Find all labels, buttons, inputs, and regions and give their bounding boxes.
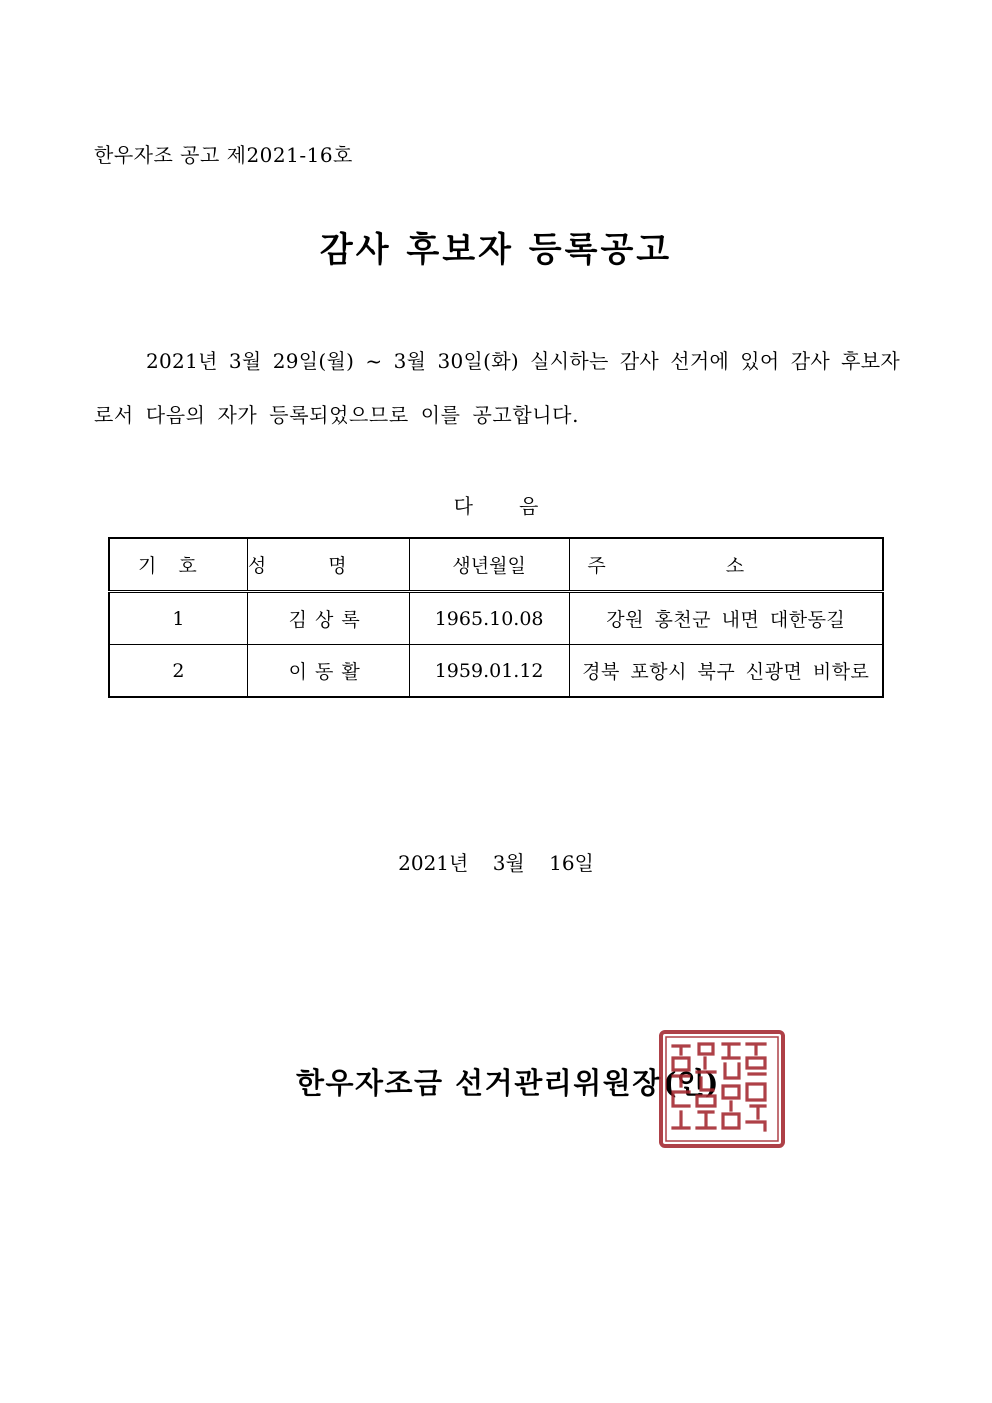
candidate-table [108,537,884,698]
issue-date: 2021년 3월 16일 [398,851,594,875]
cell-name: 이동활 [247,645,409,698]
notice-number: 한우자조 공고 제2021-16호 [94,143,353,167]
notice-body [94,334,900,442]
signature-line: 한우자조금 선거관리위원장 [296,1066,662,1100]
cell-name: 김상록 [247,592,409,645]
header-symbol: 기호 [109,538,247,592]
page-title: 감사 후보자 등록공고 [319,230,673,270]
table-row [109,592,883,645]
official-seal-icon [659,1030,785,1148]
cell-symbol: 2 [109,645,247,698]
seal-mark: (인) [663,1066,719,1100]
cell-address: 경북 포항시 북구 신광면 비학로 [569,645,883,698]
cell-symbol: 1 [109,592,247,645]
body-line-2: 로서 다음의 자가 등록되었으므로 이를 공고합니다. [94,403,580,427]
header-address: 주소 [569,538,883,592]
table-header-row [109,538,883,592]
cell-birth: 1965.10.08 [409,592,569,645]
body-line-1: 2021년 3월 29일(월) ~ 3월 30일(화) 실시하는 감사 선거에 있어 감사 후보자 [146,349,900,373]
header-name: 성명 [247,538,409,592]
header-birth: 생년월일 [409,538,569,592]
cell-birth: 1959.01.12 [409,645,569,698]
table-row [109,645,883,698]
cell-address: 강원 홍천군 내면 대한동길 [569,592,883,645]
section-heading: 다음 [453,494,585,518]
